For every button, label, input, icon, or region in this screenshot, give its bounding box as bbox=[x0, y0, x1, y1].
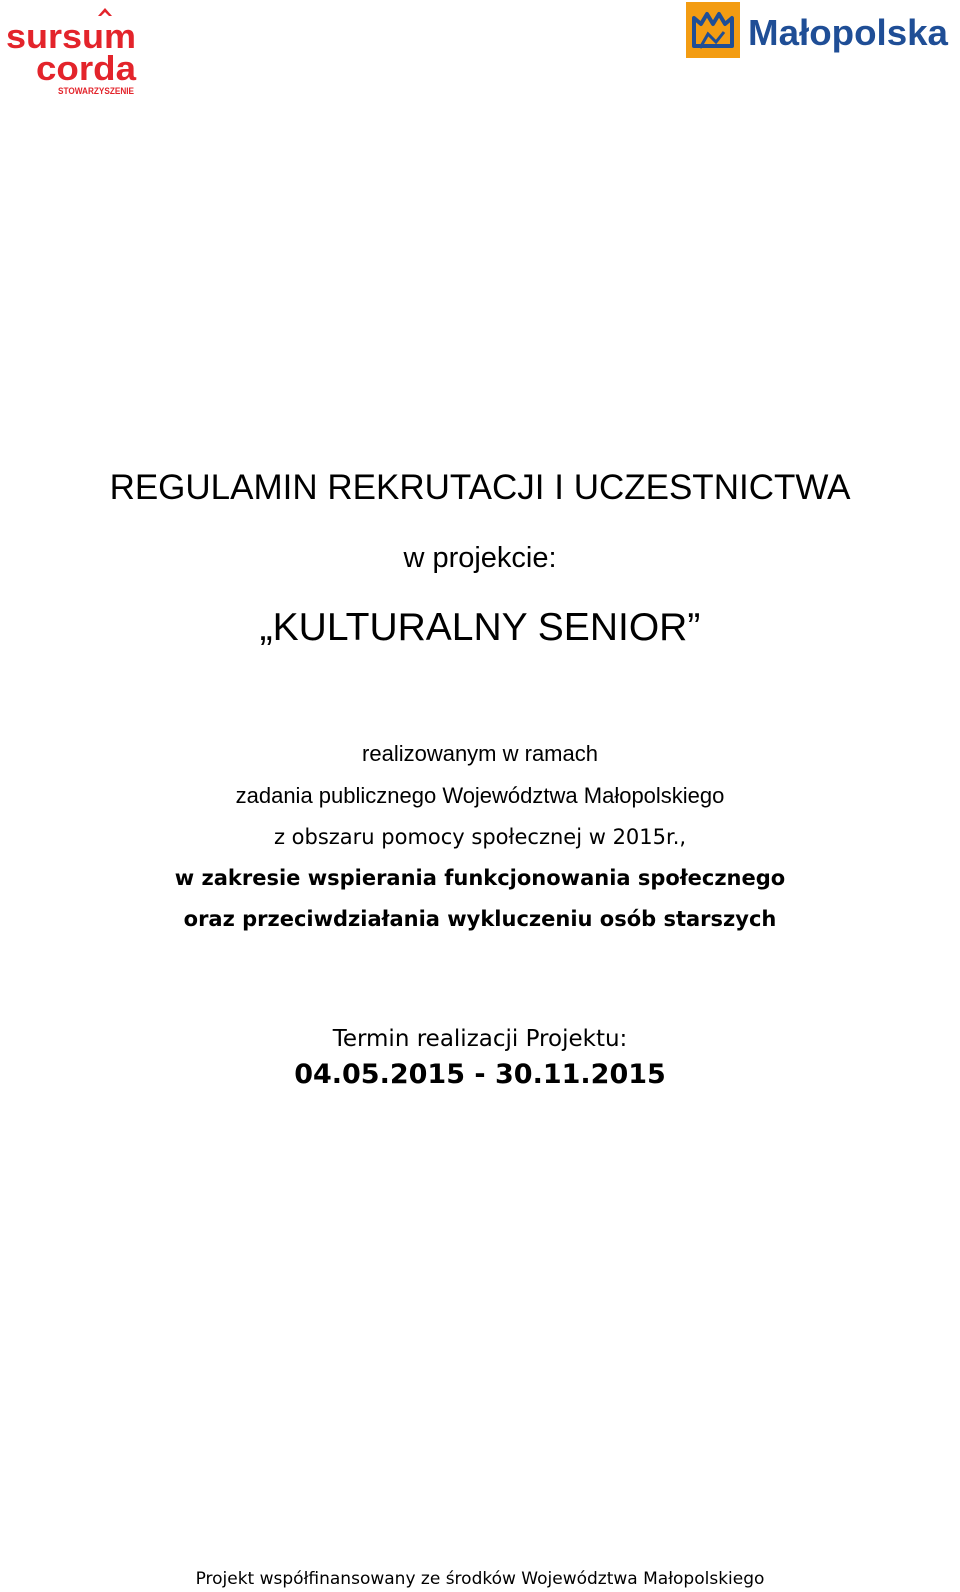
description-line-3: z obszaru pomocy społecznej w 2015r., bbox=[273, 825, 687, 849]
logo-sursum-text: sursum bbox=[6, 18, 136, 56]
scope-line-1: w zakresie wspierania funkcjonowania społecznego bbox=[174, 866, 786, 890]
sursum-corda-logo bbox=[6, 4, 138, 96]
term-dates: 04.05.2015 - 30.11.2015 bbox=[294, 1059, 666, 1090]
heart-icon bbox=[98, 8, 112, 16]
footer-text: Projekt współfinansowany ze środków Województwa Małopolskiego bbox=[195, 1569, 765, 1589]
malopolska-logo bbox=[686, 2, 956, 60]
description-line-1: realizowanym w ramach bbox=[362, 741, 598, 766]
document-title: REGULAMIN REKRUTACJI I UCZESTNICTWA bbox=[109, 468, 851, 507]
malopolska-text: Małopolska bbox=[748, 12, 949, 53]
scope-line-2: oraz przeciwdziałania wykluczeniu osób starszych bbox=[183, 907, 777, 931]
logo-corda-text: corda bbox=[36, 50, 138, 88]
document-subtitle: w projekcie: bbox=[403, 542, 557, 574]
term-label: Termin realizacji Projektu: bbox=[332, 1026, 628, 1052]
logo-stowarzyszenie-text: STOWARZYSZENIE bbox=[58, 86, 134, 96]
project-name: „KULTURALNY SENIOR” bbox=[259, 606, 701, 649]
description-line-2: zadania publicznego Województwa Małopolskiego bbox=[235, 783, 725, 808]
